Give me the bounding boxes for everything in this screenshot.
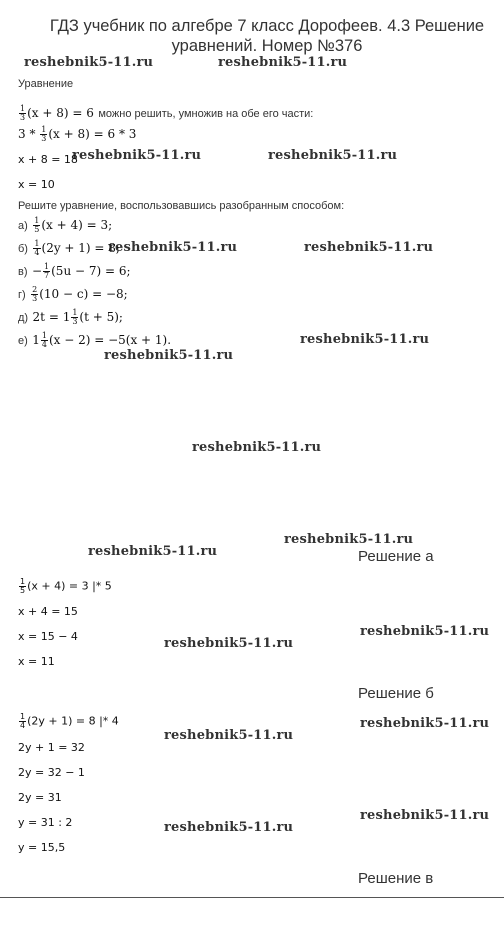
example-step-2: x + 8 = 18 <box>18 153 78 166</box>
solution-b-line: 2y = 32 − 1 <box>18 766 85 779</box>
task-label: б) <box>18 243 28 255</box>
watermark: reshebnik5-11.ru <box>284 532 414 547</box>
solution-a-line: $\frac{1}{5}$ (x + 4) = 3 |* 5 <box>20 577 112 595</box>
step-part: (x + 8) = 6 * 3 <box>48 127 137 141</box>
example-equation: (x + 8) = 6 <box>27 106 94 120</box>
watermark: reshebnik5-11.ru <box>164 728 294 743</box>
solution-b-line: y = 15,5 <box>18 841 66 854</box>
watermark: reshebnik5-11.ru <box>164 820 294 835</box>
watermark: reshebnik5-11.ru <box>164 636 294 651</box>
example-step-3: x = 10 <box>18 178 55 191</box>
task-text: (x − 2) = −5(x + 1). <box>48 333 172 347</box>
example-line: $\frac{1}{3}$ (x + 8) = 6 можно решить, умножив на обе его части: <box>20 104 314 122</box>
task-label: в) <box>18 266 28 278</box>
watermark: reshebnik5-11.ru <box>268 148 398 163</box>
task-text: (t + 5); <box>79 310 123 324</box>
watermark: reshebnik5-11.ru <box>360 716 490 731</box>
solution-c-heading: Решение в <box>358 870 434 887</box>
watermark: reshebnik5-11.ru <box>360 624 490 639</box>
watermark: reshebnik5-11.ru <box>218 55 348 70</box>
solution-a-line: x + 4 = 15 <box>18 605 78 618</box>
task-text: (x + 4) = 3; <box>41 218 113 232</box>
watermark: reshebnik5-11.ru <box>104 348 234 363</box>
solution-b-line: 2y = 31 <box>18 791 62 804</box>
task-f: е) 1 $\frac{1}{4}$ (x − 2) = −5(x + 1). <box>18 331 172 349</box>
solution-b-line: $\frac{1}{4}$ (2y + 1) = 8 |* 4 <box>20 712 119 730</box>
watermark: reshebnik5-11.ru <box>304 240 434 255</box>
task-a: а) $\frac{1}{5}$ (x + 4) = 3; <box>18 216 113 234</box>
watermark: reshebnik5-11.ru <box>108 240 238 255</box>
task-e: д) 2t = 1 $\frac{1}{3}$ (t + 5); <box>18 308 123 326</box>
solution-a-heading: Решение а <box>358 548 434 565</box>
example-text: можно решить, умножив на обе его части: <box>98 108 314 120</box>
step-part: 3 * <box>18 127 40 141</box>
task-instruction: Решите уравнение, воспользовавшись разобранным способом: <box>18 200 345 212</box>
watermark: reshebnik5-11.ru <box>72 148 202 163</box>
task-label: а) <box>18 220 28 232</box>
intro-heading: Уравнение <box>18 78 74 90</box>
solution-a-line: x = 11 <box>18 655 55 668</box>
task-c: в) − $\frac{1}{7}$ (5u − 7) = 6; <box>18 262 131 280</box>
task-d: г) $\frac{2}{3}$ (10 − c) = −8; <box>18 285 128 303</box>
watermark: reshebnik5-11.ru <box>300 332 430 347</box>
task-text: 1 <box>32 333 40 347</box>
task-label: е) <box>18 335 28 347</box>
example-step-1: 3 * $\frac{1}{3}$ (x + 8) = 6 * 3 <box>18 125 137 143</box>
watermark: reshebnik5-11.ru <box>192 440 322 455</box>
solution-text: (x + 4) = 3 |* 5 <box>27 579 112 593</box>
solution-b-line: y = 31 : 2 <box>18 816 73 829</box>
solution-a-line: x = 15 − 4 <box>18 630 78 643</box>
page-title: ГДЗ учебник по алгебре 7 класс Дорофеев. 4.3 Решение уравнений. Номер №376 <box>49 17 485 55</box>
task-label: д) <box>18 312 29 324</box>
solution-b-line: 2y + 1 = 32 <box>18 741 85 754</box>
watermark: reshebnik5-11.ru <box>88 544 218 559</box>
solution-b-heading: Решение б <box>358 685 434 702</box>
watermark: reshebnik5-11.ru <box>360 808 490 823</box>
watermark: reshebnik5-11.ru <box>24 55 154 70</box>
task-b: б) $\frac{1}{4}$ (2y + 1) = 8; <box>18 239 120 257</box>
divider <box>0 897 504 898</box>
task-label: г) <box>18 289 26 301</box>
task-text: 2t = 1 <box>32 310 71 324</box>
solution-text: (2y + 1) = 8 |* 4 <box>27 714 119 728</box>
task-text: (5u − 7) = 6; <box>51 264 131 278</box>
task-text: (2y + 1) = 8; <box>41 241 120 255</box>
task-text: (10 − c) = −8; <box>39 287 128 301</box>
